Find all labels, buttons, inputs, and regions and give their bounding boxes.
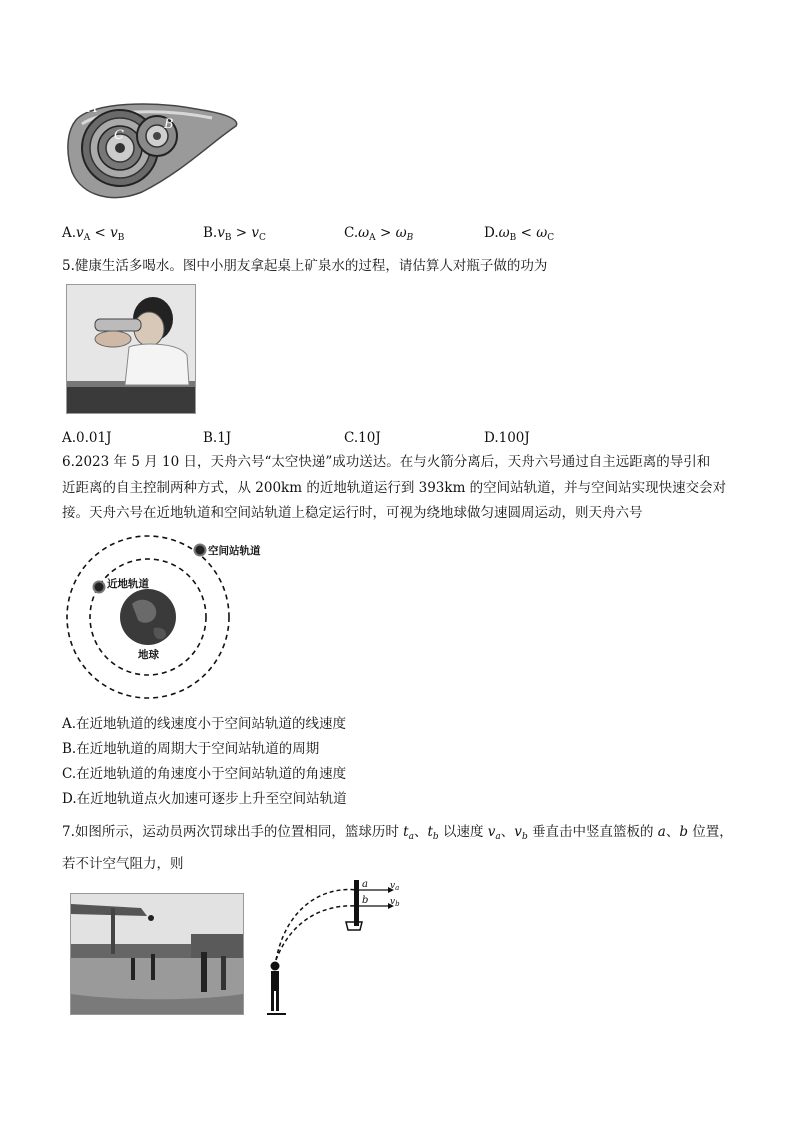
earth-label: 地球 [138,649,159,661]
trajectory-a [276,890,357,960]
backboard [354,880,359,926]
player-body [271,971,279,991]
q6-stem-line-3: 接。天舟六号在近地轨道和空间站轨道上稳定运行时，可视为绕地球做匀速圆周运动，则天舟六号 [62,505,643,521]
q7-stem-line-1: 7.如图所示，运动员两次罚球出手的位置相同，篮球历时 $t_a$、$t_b$ 以速度 $v_a$、$v_b$ 垂直击中竖直篮板的 a、b 位置， [62,824,733,842]
q6-option-a: A.在近地轨道的线速度小于空间站轨道的线速度 [62,716,347,732]
correction-tape-figure [62,92,242,204]
label-a: A [88,101,98,116]
q4-option-c: $C.\omega_A > \omega_B$ [344,225,414,243]
label-b: B [164,117,174,132]
q4-option-d: $D.\omega_B < \omega_C$ [484,225,555,243]
q4-option-a: $A.v_A < v_B$ [62,225,125,243]
station-satellite [195,545,206,556]
velocity-b-label: $v_b$ [390,897,400,908]
q6-option-c: C.在近地轨道的角速度小于空间站轨道的角速度 [62,766,347,782]
label-c: C [114,128,124,143]
near-orbit-label: 近地轨道 [107,578,149,590]
trajectory-b [276,906,357,960]
q5-option-d: D.100J [484,430,530,446]
q7-stem-line-2: 若不计空气阻力，则 [62,856,184,872]
station-orbit-label: 空间站轨道 [208,545,261,557]
near-orbit-satellite [94,582,105,593]
point-a-label: a [362,879,368,890]
orbit-diagram [62,530,261,700]
point-b-label: b [362,895,369,906]
player-head [271,962,280,971]
q5-stem: 5.健康生活多喝水。图中小朋友拿起桌上矿泉水的过程，请估算人对瓶子做的功为 [62,258,548,274]
free-throw-diagram [262,878,412,1023]
basketball-court-photo [70,893,244,1015]
q6-option-d: D.在近地轨道点火加速可逐步上升至空间站轨道 [62,791,347,807]
q5-option-c: C.10J [344,430,381,446]
q5-option-a: A.0.01J [62,430,112,446]
q6-stem-line-2: 近距离的自主控制两种方式，从 200km 的近地轨道运行到 393km 的空间站轨道，并与空间站实现快速交会对 [62,480,727,496]
child-drinking-photo [66,284,196,414]
q6-stem-line-1: 6.2023 年 5 月 10 日，天舟六号“太空快递”成功送达。在与火箭分离后，天舟六号通过自主远距离的导引和 [62,454,711,470]
q4-option-b: $B.v_B > v_C$ [203,225,266,243]
velocity-a-label: $v_a$ [390,881,400,892]
q6-option-b: B.在近地轨道的周期大于空间站轨道的周期 [62,741,320,757]
q5-option-b: B.1J [203,430,232,446]
